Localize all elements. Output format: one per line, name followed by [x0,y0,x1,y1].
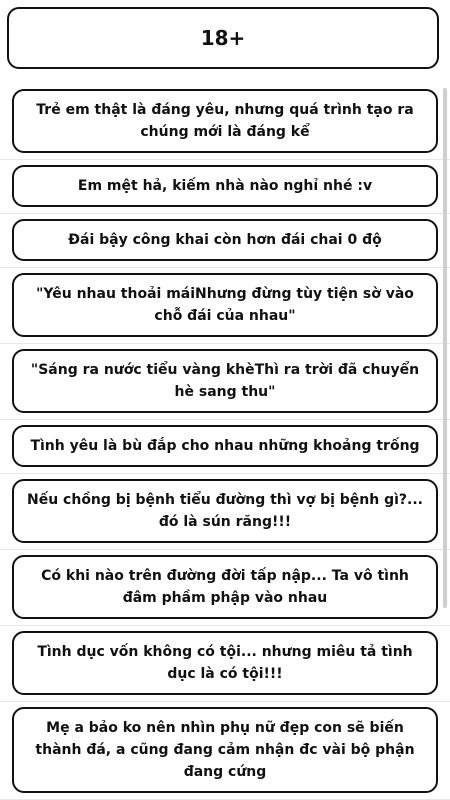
quote-card[interactable]: Mẹ a bảo ko nên nhìn phụ nữ đẹp con sẽ biến thành đá, a cũng đang cảm nhận đc vài bộ phận đang cứng [12,707,438,793]
quote-card[interactable]: "Sáng ra nước tiểu vàng khèThì ra trời đã chuyển hè sang thu" [12,349,438,413]
quote-card[interactable]: Em mệt hả, kiếm nhà nào nghỉ nhé :v [12,165,438,207]
quote-card[interactable]: Trẻ em thật là đáng yêu, nhưng quá trình tạo ra chúng mới là đáng kể [12,89,438,153]
scrollbar[interactable] [443,88,447,608]
quote-card[interactable]: Nếu chồng bị bệnh tiểu đường thì vợ bị bệnh gì?... đó là sún răng!!! [12,479,438,543]
quote-card[interactable]: Đái bậy công khai còn hơn đái chai 0 độ [12,219,438,261]
quote-card[interactable]: Tình yêu là bù đắp cho nhau những khoảng trống [12,425,438,467]
category-header [7,7,439,69]
list-item [0,420,450,474]
quote-card[interactable]: "Yêu nhau thoải máiNhưng đừng tùy tiện sờ vào chỗ đái của nhau" [12,273,438,337]
list-item [0,160,450,214]
list-item [0,626,450,702]
list-item [0,474,450,550]
quote-list[interactable] [0,84,450,800]
list-item [0,268,450,344]
list-item [0,550,450,626]
list-item [0,84,450,160]
page-title: 18+ [200,26,246,50]
list-item [0,214,450,268]
list-item [0,344,450,420]
quote-card[interactable]: Tình dục vốn không có tội... nhưng miêu tả tình dục là có tội!!! [12,631,438,695]
list-item [0,702,450,800]
quote-card[interactable]: Có khi nào trên đường đời tấp nập... Ta vô tình đâm phầm phập vào nhau [12,555,438,619]
